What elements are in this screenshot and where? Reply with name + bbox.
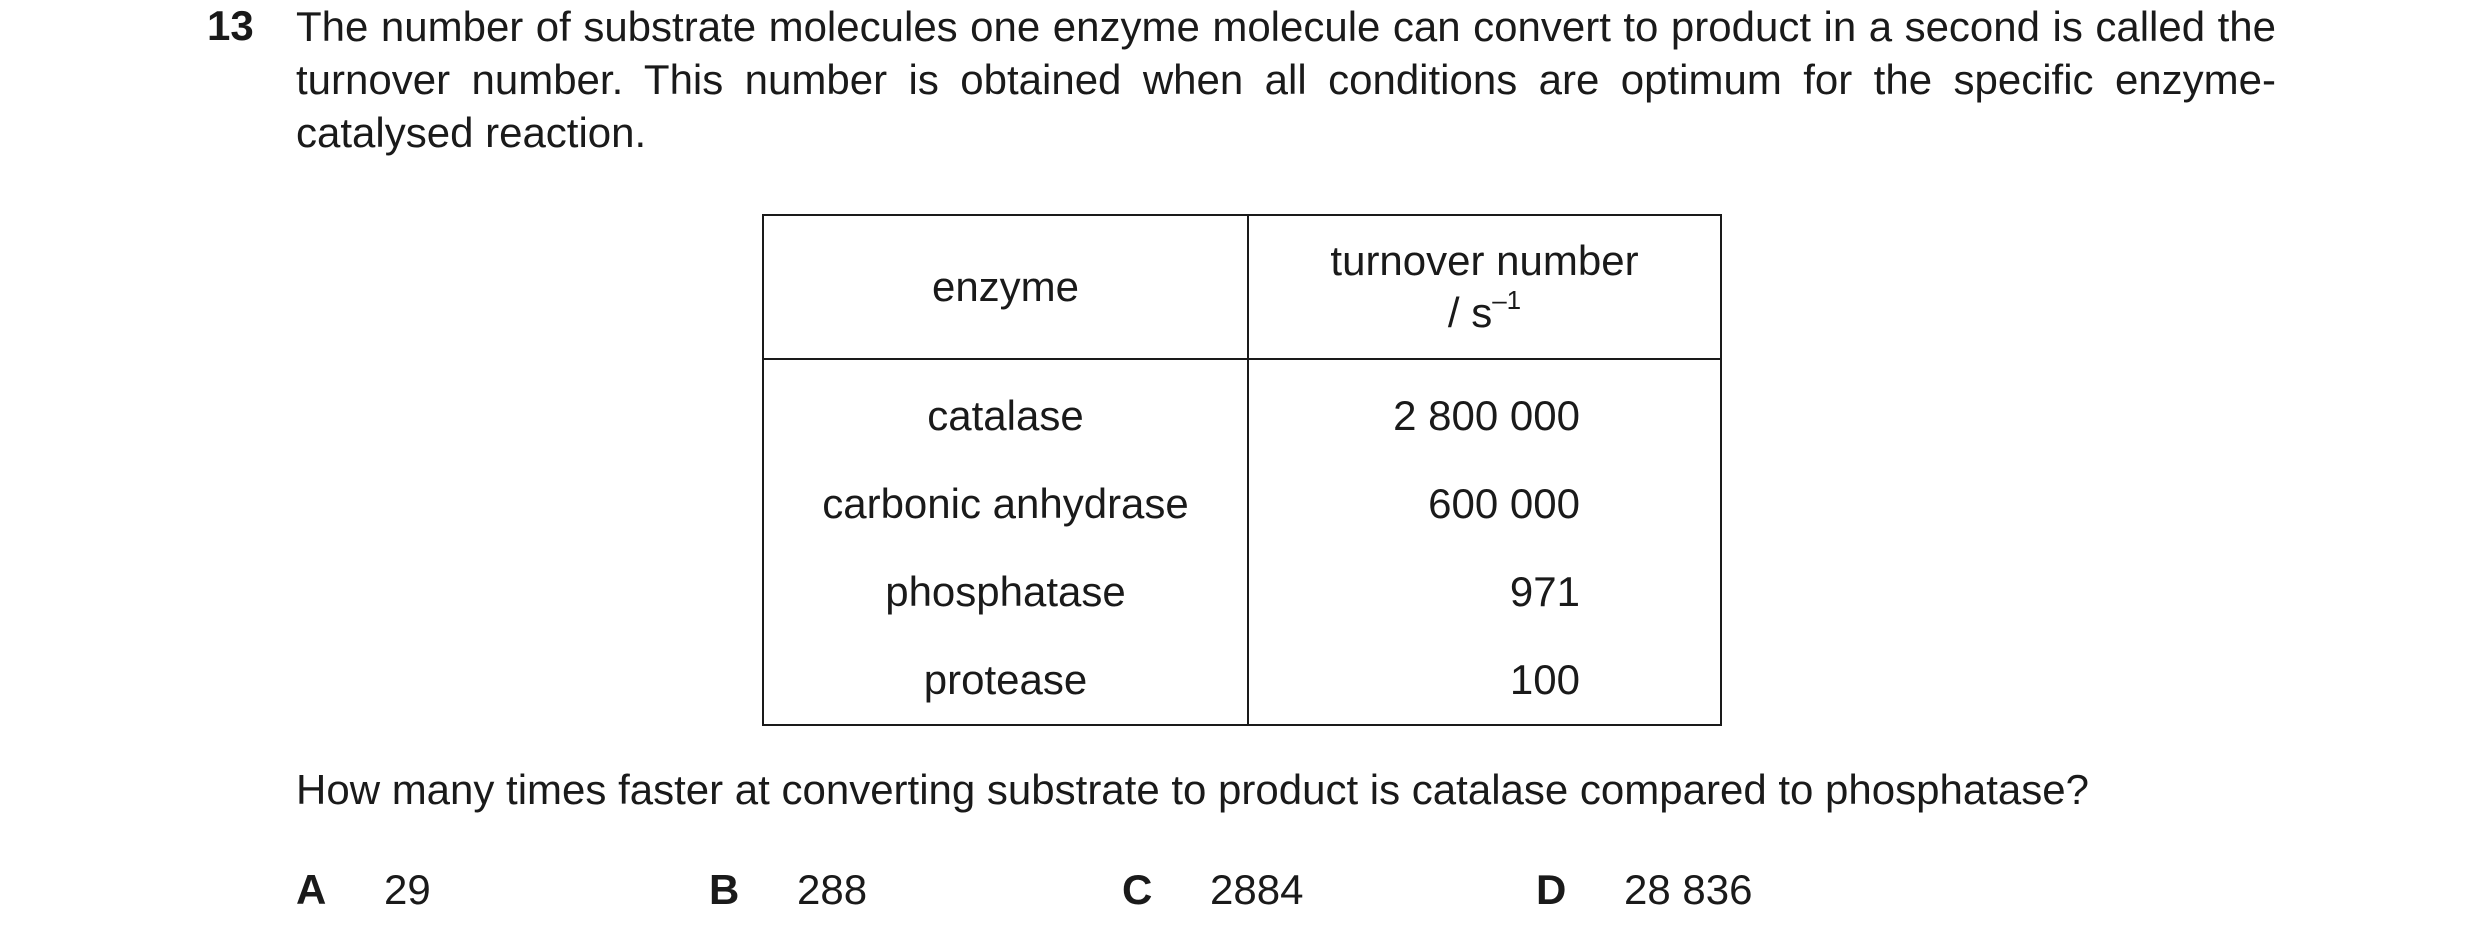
option-value: 2884 — [1210, 866, 1304, 913]
header-enzyme: enzyme — [763, 215, 1248, 359]
turnover-table — [762, 214, 1722, 726]
option-letter: B — [709, 866, 740, 913]
option-a[interactable] — [296, 864, 431, 916]
question-prompt: How many times faster at converting substrate to product is catalase compared to phosphatase? — [296, 766, 2089, 813]
turnover-cell: 971 — [1248, 548, 1721, 636]
table-header-row — [763, 215, 1721, 359]
header-turnover-unit — [1249, 287, 1720, 339]
option-letter: A — [296, 866, 327, 913]
question-number: 13 — [207, 2, 254, 49]
table-row — [763, 636, 1721, 725]
enzyme-cell: protease — [763, 636, 1248, 725]
option-b[interactable] — [709, 864, 867, 916]
unit-exponent: –1 — [1492, 285, 1522, 315]
turnover-cell: 600 000 — [1248, 460, 1721, 548]
unit-text: / s — [1447, 289, 1493, 336]
option-d[interactable] — [1536, 864, 1752, 916]
question-stem: The number of substrate molecules one enzyme molecule can convert to product in a second is called the turnover number. This number is obtained when all conditions are optimum for the specific enzyme-catalysed reaction. — [296, 3, 2276, 156]
option-value: 288 — [797, 866, 868, 913]
header-turnover — [1248, 215, 1721, 359]
enzyme-cell: phosphatase — [763, 548, 1248, 636]
table-row — [763, 548, 1721, 636]
table-row — [763, 460, 1721, 548]
option-value: 28 836 — [1624, 866, 1753, 913]
option-value: 29 — [384, 866, 431, 913]
option-c[interactable] — [1122, 864, 1303, 916]
table-row — [763, 359, 1721, 460]
enzyme-cell: carbonic anhydrase — [763, 460, 1248, 548]
header-turnover-label: turnover number — [1330, 237, 1639, 284]
turnover-cell: 2 800 000 — [1248, 359, 1721, 460]
enzyme-cell: catalase — [763, 359, 1248, 460]
option-letter: C — [1122, 866, 1153, 913]
option-letter: D — [1536, 866, 1567, 913]
turnover-cell: 100 — [1248, 636, 1721, 725]
